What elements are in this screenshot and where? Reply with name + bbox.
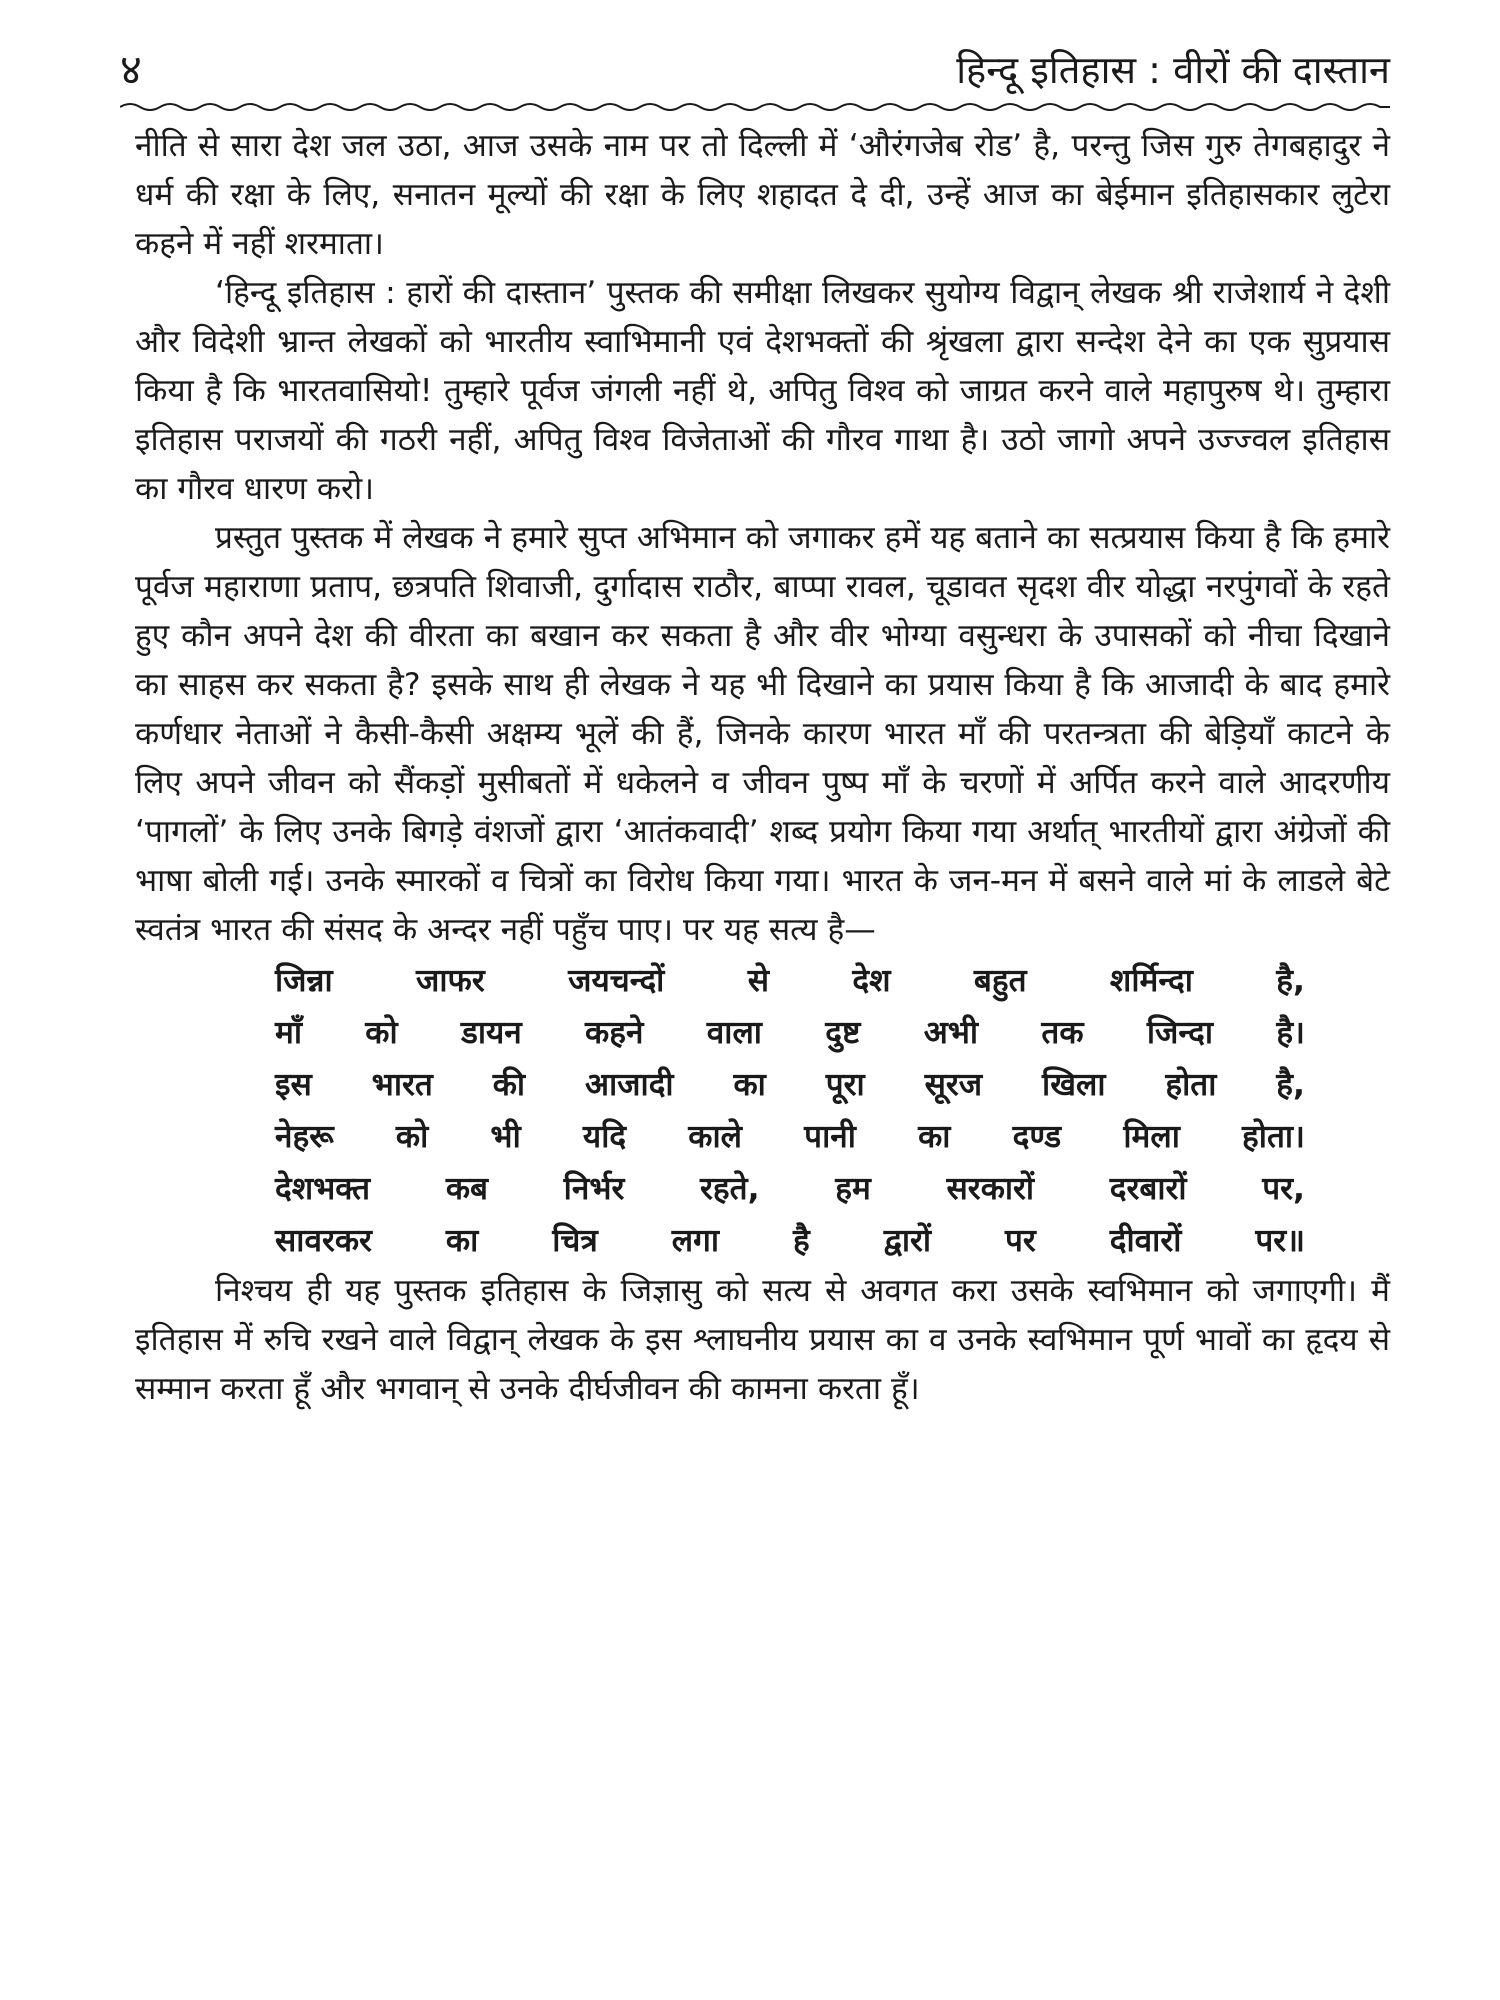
header-ornamental-rule	[120, 100, 1390, 114]
verse-line-1: जिन्ना जाफर जयचन्दों से देश बहुत शर्मिन्दा है,	[275, 963, 1305, 999]
paragraph-1: नीति से सारा देश जल उठा, आज उसके नाम पर तो दिल्ली में ‘औरंगजेब रोड’ है, परन्तु जिस गुरु तेगबहादुर ने धर्म की रक्षा के लिए, सनातन मूल्यों की रक्षा के लिए शहादत दे दी, उन्हें आज का बेईमान इतिहासकार लुटेरा कहने में नहीं शरमाता।	[135, 128, 1390, 262]
verse-line-4: नेहरू को भी यदि काले पानी का दण्ड मिला होता।	[275, 1119, 1305, 1155]
paragraph-2: ‘हिन्दू इतिहास : हारों की दास्तान’ पुस्तक की समीक्षा लिखकर सुयोग्य विद्वान् लेखक श्री राजेशार्य ने देशी और विदेशी भ्रान्त लेखकों को भारतीय स्वाभिमानी एवं देशभक्तों की श्रृंखला द्वारा सन्देश देने का एक सुप्रयास किया है कि भारतवासियो! तुम्हारे पूर्वज जंगली नहीं थे, अपितु विश्व को जाग्रत करने वाले महापुरुष थे। तुम्हारा इतिहास पराजयों की गठरी नहीं, अपितु विश्व विजेताओं की गौरव गाथा है। उठो जागो अपने उज्ज्वल इतिहास का गौरव धारण करो।	[135, 275, 1390, 507]
page-number: ४	[120, 45, 142, 94]
paragraph-3: प्रस्तुत पुस्तक में लेखक ने हमारे सुप्त अभिमान को जगाकर हमें यह बताने का सत्प्रयास किया है कि हमारे पूर्वज महाराणा प्रताप, छत्रपति शिवाजी, दुर्गादास राठौर, बाप्पा रावल, चूडावत सृदश वीर योद्धा नरपुंगवों के रहते हुए कौन अपने देश की वीरता का बखान कर सकता है और वीर भोग्या वसुन्धरा के उपासकों को नीचा दिखाने का साहस कर सकता है? इसके साथ ही लेखक ने यह भी दिखाने का प्रयास किया है कि आजादी के बाद हमारे कर्णधार नेताओं ने कैसी-कैसी अक्षम्य भूलें की हैं, जिनके कारण भारत माँ की परतन्त्रता की बेड़ियाँ काटने के लिए अपने जीवन को सैंकड़ों मुसीबतों में धकेलने व जीवन पुष्प माँ के चरणों में अर्पित करने वाले आदरणीय ‘पागलों’ के लिए उनके बिगड़े वंशजों द्वारा ‘आतंकवादी’ शब्द प्रयोग किया गया अर्थात् भारतीयों द्वारा अंग्रेजों की भाषा बोली गई। उनके स्मारकों व चित्रों का विरोध किया गया। भारत के जन-मन में बसने वाले मां के लाडले बेटे स्वतंत्र भारत की संसद के अन्दर नहीं पहुँच पाए। पर यह सत्य है—	[135, 520, 1390, 948]
verse-line-6: सावरकर का चित्र लगा है द्वारों पर दीवारों पर॥	[275, 1223, 1305, 1259]
verse-block	[135, 955, 1305, 1267]
page-header	[120, 40, 1390, 100]
running-title: हिन्दू इतिहास : वीरों की दास्तान	[956, 48, 1390, 92]
verse-line-3: इस भारत की आजादी का पूरा सूरज खिला होता है,	[275, 1067, 1305, 1103]
body-text	[135, 122, 1390, 1414]
verse-line-5: देशभक्त कब निर्भर रहते, हम सरकारों दरबारों पर,	[275, 1171, 1305, 1207]
closing-paragraph: निश्चय ही यह पुस्तक इतिहास के जिज्ञासु को सत्य से अवगत करा उसके स्वभिमान को जगाएगी। मैं इतिहास में रुचि रखने वाले विद्वान् लेखक के इस श्लाघनीय प्रयास का व उनके स्वभिमान पूर्ण भावों का हृदय से सम्मान करता हूँ और भगवान् से उनके दीर्घजीवन की कामना करता हूँ।	[135, 1273, 1390, 1407]
verse-line-2: माँ को डायन कहने वाला दुष्ट अभी तक जिन्दा है।	[275, 1015, 1305, 1051]
